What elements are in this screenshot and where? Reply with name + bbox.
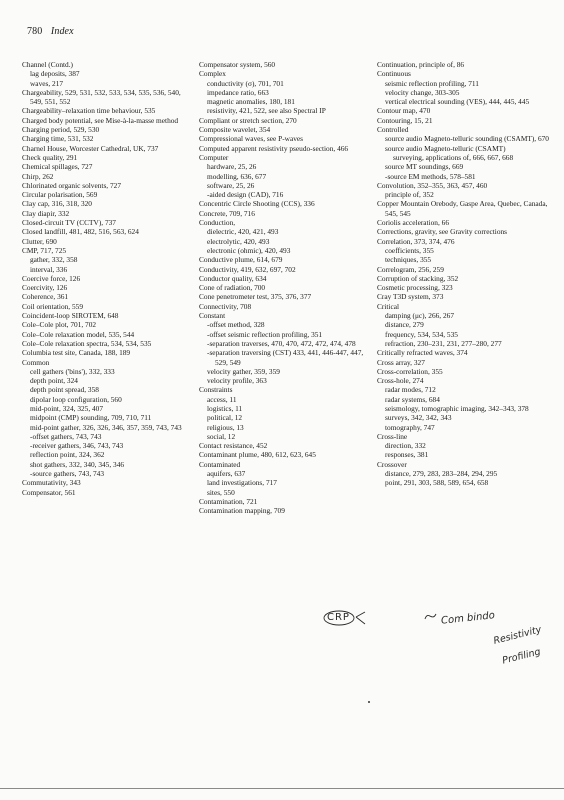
- index-subentry: -offset seismic reflection profiling, 351: [207, 329, 323, 339]
- index-entry: Chirp, 262: [22, 171, 54, 181]
- page-number: 780: [27, 26, 43, 37]
- index-subentry: seismology, tomographic imaging, 342–343, 378: [385, 403, 529, 413]
- index-subentry: coefficients, 355: [385, 245, 434, 255]
- index-entry: Clay diapir, 332: [22, 208, 70, 218]
- index-entry: Contamination mapping, 709: [199, 506, 285, 516]
- index-entry: Critically refracted waves, 374: [377, 348, 468, 358]
- index-subentry: velocity profile, 363: [207, 376, 267, 386]
- index-subentry: -separation traverses, 470, 470, 472, 472, 474, 478: [207, 338, 356, 348]
- index-subentry: modelling, 636, 677: [207, 171, 267, 181]
- index-entry: Charnel House, Worcester Cathedral, UK, 737: [22, 143, 159, 153]
- index-subentry: conductivity (σ), 701, 701: [207, 78, 284, 88]
- index-entry: Check quality, 291: [22, 152, 78, 162]
- index-entry: Closed landfill, 481, 482, 516, 563, 624: [22, 227, 139, 237]
- index-entry: Conduction,: [199, 218, 236, 228]
- index-entry: Coherence, 361: [22, 292, 69, 302]
- index-entry: Circular polarisation, 569: [22, 190, 98, 200]
- index-subentry: -source gathers, 743, 743: [30, 469, 105, 479]
- index-subentry: velocity change, 303-305: [385, 87, 460, 97]
- index-subentry: -aided design (CAD), 716: [207, 190, 284, 200]
- index-subentry: direction, 332: [385, 441, 426, 451]
- index-entry: Controlled: [377, 125, 409, 135]
- index-subentry: damping (μc), 266, 267: [385, 311, 454, 321]
- index-entry: Contaminated: [199, 459, 241, 469]
- index-subentry: aquifers, 637: [207, 469, 246, 479]
- index-subentry: interval, 336: [30, 264, 68, 274]
- index-subentry: gather, 332, 358: [30, 255, 78, 265]
- index-entry: Contour map, 470: [377, 106, 431, 116]
- index-subentry: reflection point, 324, 362: [30, 450, 105, 460]
- index-entry: Correlogram, 256, 259: [377, 264, 444, 274]
- index-subentry: distance, 279: [385, 320, 424, 330]
- page-title: Index: [50, 26, 74, 37]
- index-subentry: vertical electrical sounding (VES), 444, 445, 445: [385, 97, 530, 107]
- index-entry: Coil orientation, 559: [22, 301, 83, 311]
- index-entry: Coercivity, 126: [22, 283, 68, 293]
- index-entry: Compensator system, 560: [199, 60, 276, 69]
- index-entry: Charging time, 531, 532: [22, 134, 94, 144]
- index-entry: Computed apparent resistivity pseudo-section, 466: [199, 143, 349, 153]
- index-subentry: source audio Magneto-telluric sounding (CSAMT), 670: [385, 134, 549, 144]
- index-subentry: hardware, 25, 26: [207, 162, 257, 172]
- index-subentry: mid-point, 324, 325, 407: [30, 403, 104, 413]
- handwritten-word-profiling: Profiling: [501, 646, 542, 667]
- index-subentry: waves, 217: [30, 78, 64, 88]
- index-entry: Columbia test site, Canada, 188, 189: [22, 348, 131, 358]
- index-entry: Conductivity, 419, 632, 697, 702: [199, 264, 296, 274]
- index-entry: Cross-correlation, 355: [377, 366, 443, 376]
- index-subentry: -receiver gathers, 346, 743, 743: [30, 441, 124, 451]
- stray-mark: [368, 701, 370, 703]
- index-entry: Constraints: [199, 385, 233, 395]
- index-entry: Continuous: [377, 69, 411, 79]
- index-entry: Charged body potential, see Mise-à-la-masse method: [22, 115, 179, 125]
- handwritten-word-combined: Com bindo: [440, 610, 496, 627]
- index-entry: Corrections, gravity, see Gravity corrections: [377, 227, 508, 237]
- index-subentry: surveys, 342, 342, 343: [385, 413, 452, 423]
- index-subentry: midpoint (CMP) sounding, 709, 710, 711: [30, 413, 152, 423]
- index-subentry: dipolar loop configuration, 560: [30, 394, 122, 404]
- index-subentry: radar modes, 712: [385, 385, 436, 395]
- index-entry: Critical: [377, 301, 400, 311]
- index-subentry: -offset gathers, 743, 743: [30, 431, 102, 441]
- index-column-3: [377, 60, 549, 488]
- index-subentry: cell gathers ('bins'), 332, 333: [30, 366, 115, 376]
- index-subentry: depth point, 324: [30, 376, 78, 386]
- index-entry: Cosmetic processing, 323: [377, 283, 453, 293]
- index-entry: Compliant or stretch section, 270: [199, 115, 297, 125]
- index-subentry: point, 291, 303, 588, 589, 654, 658: [385, 478, 489, 488]
- index-entry: Connectivity, 708: [199, 301, 252, 311]
- index-entry: Concentric Circle Shooting (CCS), 336: [199, 199, 315, 209]
- index-subentry: principle of, 352: [385, 190, 434, 200]
- index-subentry: software, 25, 26: [207, 180, 255, 190]
- index-entry: Copper Mountain Orebody, Gaspe Area, Quebec, Canada, 545, 545: [377, 199, 548, 218]
- index-entry: Cray T3D system, 373: [377, 292, 444, 302]
- index-entry: Complex: [199, 69, 226, 79]
- index-subentry: velocity gather, 359, 359: [207, 366, 280, 376]
- index-subentry: responses, 381: [385, 450, 429, 460]
- index-entry: CMP, 717, 725: [22, 245, 67, 255]
- index-entry: Contaminant plume, 480, 612, 623, 645: [199, 450, 316, 460]
- index-subentry: religious, 13: [207, 422, 244, 432]
- index-entry: Composite wavelet, 354: [199, 125, 271, 135]
- index-entry: Cole–Cole relaxation model, 535, 544: [22, 329, 135, 339]
- index-entry: Chargeability, 529, 531, 532, 533, 534, 535, 536, 540, 549, 551, 552: [22, 87, 181, 107]
- index-subentry: -offset method, 328: [207, 320, 265, 330]
- index-entry: Computer: [199, 152, 229, 162]
- index-entry: Chargeability–relaxation time behaviour, 535: [22, 106, 156, 116]
- index-subentry: logistics, 11: [207, 403, 243, 413]
- index-entry: Compensator, 561: [22, 487, 76, 497]
- index-entry: Common: [22, 357, 50, 367]
- index-entry: Contouring, 15, 21: [377, 115, 433, 125]
- index-entry: Cone of radiation, 700: [199, 283, 266, 293]
- index-entry: Cole–Cole relaxation spectra, 534, 534, 535: [22, 338, 152, 348]
- index-entry: Clutter, 690: [22, 236, 57, 246]
- index-entry: Coincident-loop SIROTEM, 648: [22, 311, 119, 321]
- index-entry: Chemical spillages, 727: [22, 162, 93, 172]
- index-entry: Contact resistance, 452: [199, 441, 268, 451]
- index-entry: Compressional waves, see P-waves: [199, 134, 304, 144]
- index-subentry: dielectric, 420, 421, 493: [207, 227, 279, 237]
- index-subentry: depth point spread, 358: [30, 385, 99, 395]
- index-entry: Convolution, 352–355, 363, 457, 460: [377, 180, 488, 190]
- index-subentry: -source EM methods, 578–581: [385, 171, 476, 181]
- index-subentry: source audio Magneto-telluric (CSAMT): [385, 143, 506, 153]
- index-subentry: -separation traversing (CST) 433, 441, 446-447, 447, 529, 549: [207, 348, 364, 367]
- index-subentry: frequency, 534, 534, 535: [385, 329, 458, 339]
- index-entry: Cross array, 327: [377, 357, 425, 367]
- index-entry: Chlorinated organic solvents, 727: [22, 180, 121, 190]
- index-subentry: tomography, 747: [385, 422, 435, 432]
- index-entry: Cross-line: [377, 431, 408, 441]
- index-entry: Channel (Contd.): [22, 60, 73, 69]
- index-entry: Cone penetrometer test, 375, 376, 377: [199, 292, 312, 302]
- index-subentry: political, 12: [207, 413, 243, 423]
- index-subentry: magnetic anomalies, 180, 181: [207, 97, 295, 107]
- index-subentry: resistivity, 421, 522, see also Spectral IP: [207, 106, 326, 116]
- index-subentry: seismic reflection profiling, 711: [385, 78, 479, 88]
- index-entry: Contamination, 721: [199, 496, 258, 506]
- scan-edge-line: [0, 788, 564, 789]
- index-entry: Crossover: [377, 459, 407, 469]
- index-column-1: [22, 60, 194, 497]
- index-entry: Correlation, 373, 374, 476: [377, 236, 455, 246]
- index-entry: Coriolis acceleration, 66: [377, 218, 449, 228]
- index-entry: Clay cap, 316, 318, 320: [22, 199, 92, 209]
- index-entry: Corruption of stacking, 352: [377, 273, 459, 283]
- index-entry: Continuation, principle of, 86: [377, 60, 465, 69]
- index-entry: Cross-hole, 274: [377, 376, 424, 386]
- index-subentry: social, 12: [207, 431, 236, 441]
- index-subentry: lag deposits, 387: [30, 69, 80, 79]
- index-column-2: [199, 60, 371, 516]
- index-subentry: refraction, 230–231, 231, 277–280, 277: [385, 338, 502, 348]
- index-entry: Conductor quality, 634: [199, 273, 267, 283]
- page-header: [27, 26, 74, 37]
- index-subentry: electrolytic, 420, 493: [207, 236, 270, 246]
- index-subentry: techniques, 355: [385, 255, 432, 265]
- handwritten-word-resistivity: Resistivity: [492, 624, 543, 647]
- index-subentry: distance, 279, 283, 283–284, 294, 295: [385, 469, 498, 479]
- index-entry: Closed-circuit TV (CCTV), 737: [22, 218, 116, 228]
- index-entry: Coercive force, 126: [22, 273, 81, 283]
- handwritten-crp: CRP: [327, 612, 350, 623]
- index-subentry: shot gathers, 332, 340, 345, 346: [30, 459, 125, 469]
- index-subentry: access, 11: [207, 394, 237, 404]
- index-subentry: electronic (ohmic), 420, 493: [207, 245, 291, 255]
- index-entry: Constant: [199, 311, 226, 321]
- index-entry: Concrete, 709, 716: [199, 208, 255, 218]
- index-subentry: mid-point gather, 326, 326, 346, 357, 359, 743, 743: [30, 422, 182, 432]
- index-subentry: sites, 550: [207, 487, 235, 497]
- index-subentry: surveying, applications of, 666, 667, 668: [393, 152, 514, 162]
- index-entry: Conductive plume, 614, 679: [199, 255, 283, 265]
- index-subentry: impedance ratio, 663: [207, 87, 269, 97]
- index-subentry: land investigations, 717: [207, 478, 277, 488]
- index-entry: Charging period, 529, 530: [22, 125, 100, 135]
- index-subentry: source MT soundings, 669: [385, 162, 464, 172]
- index-entry: Cole–Cole plot, 701, 702: [22, 320, 97, 330]
- index-subentry: radar systems, 684: [385, 394, 440, 404]
- index-entry: Commutativity, 343: [22, 478, 81, 488]
